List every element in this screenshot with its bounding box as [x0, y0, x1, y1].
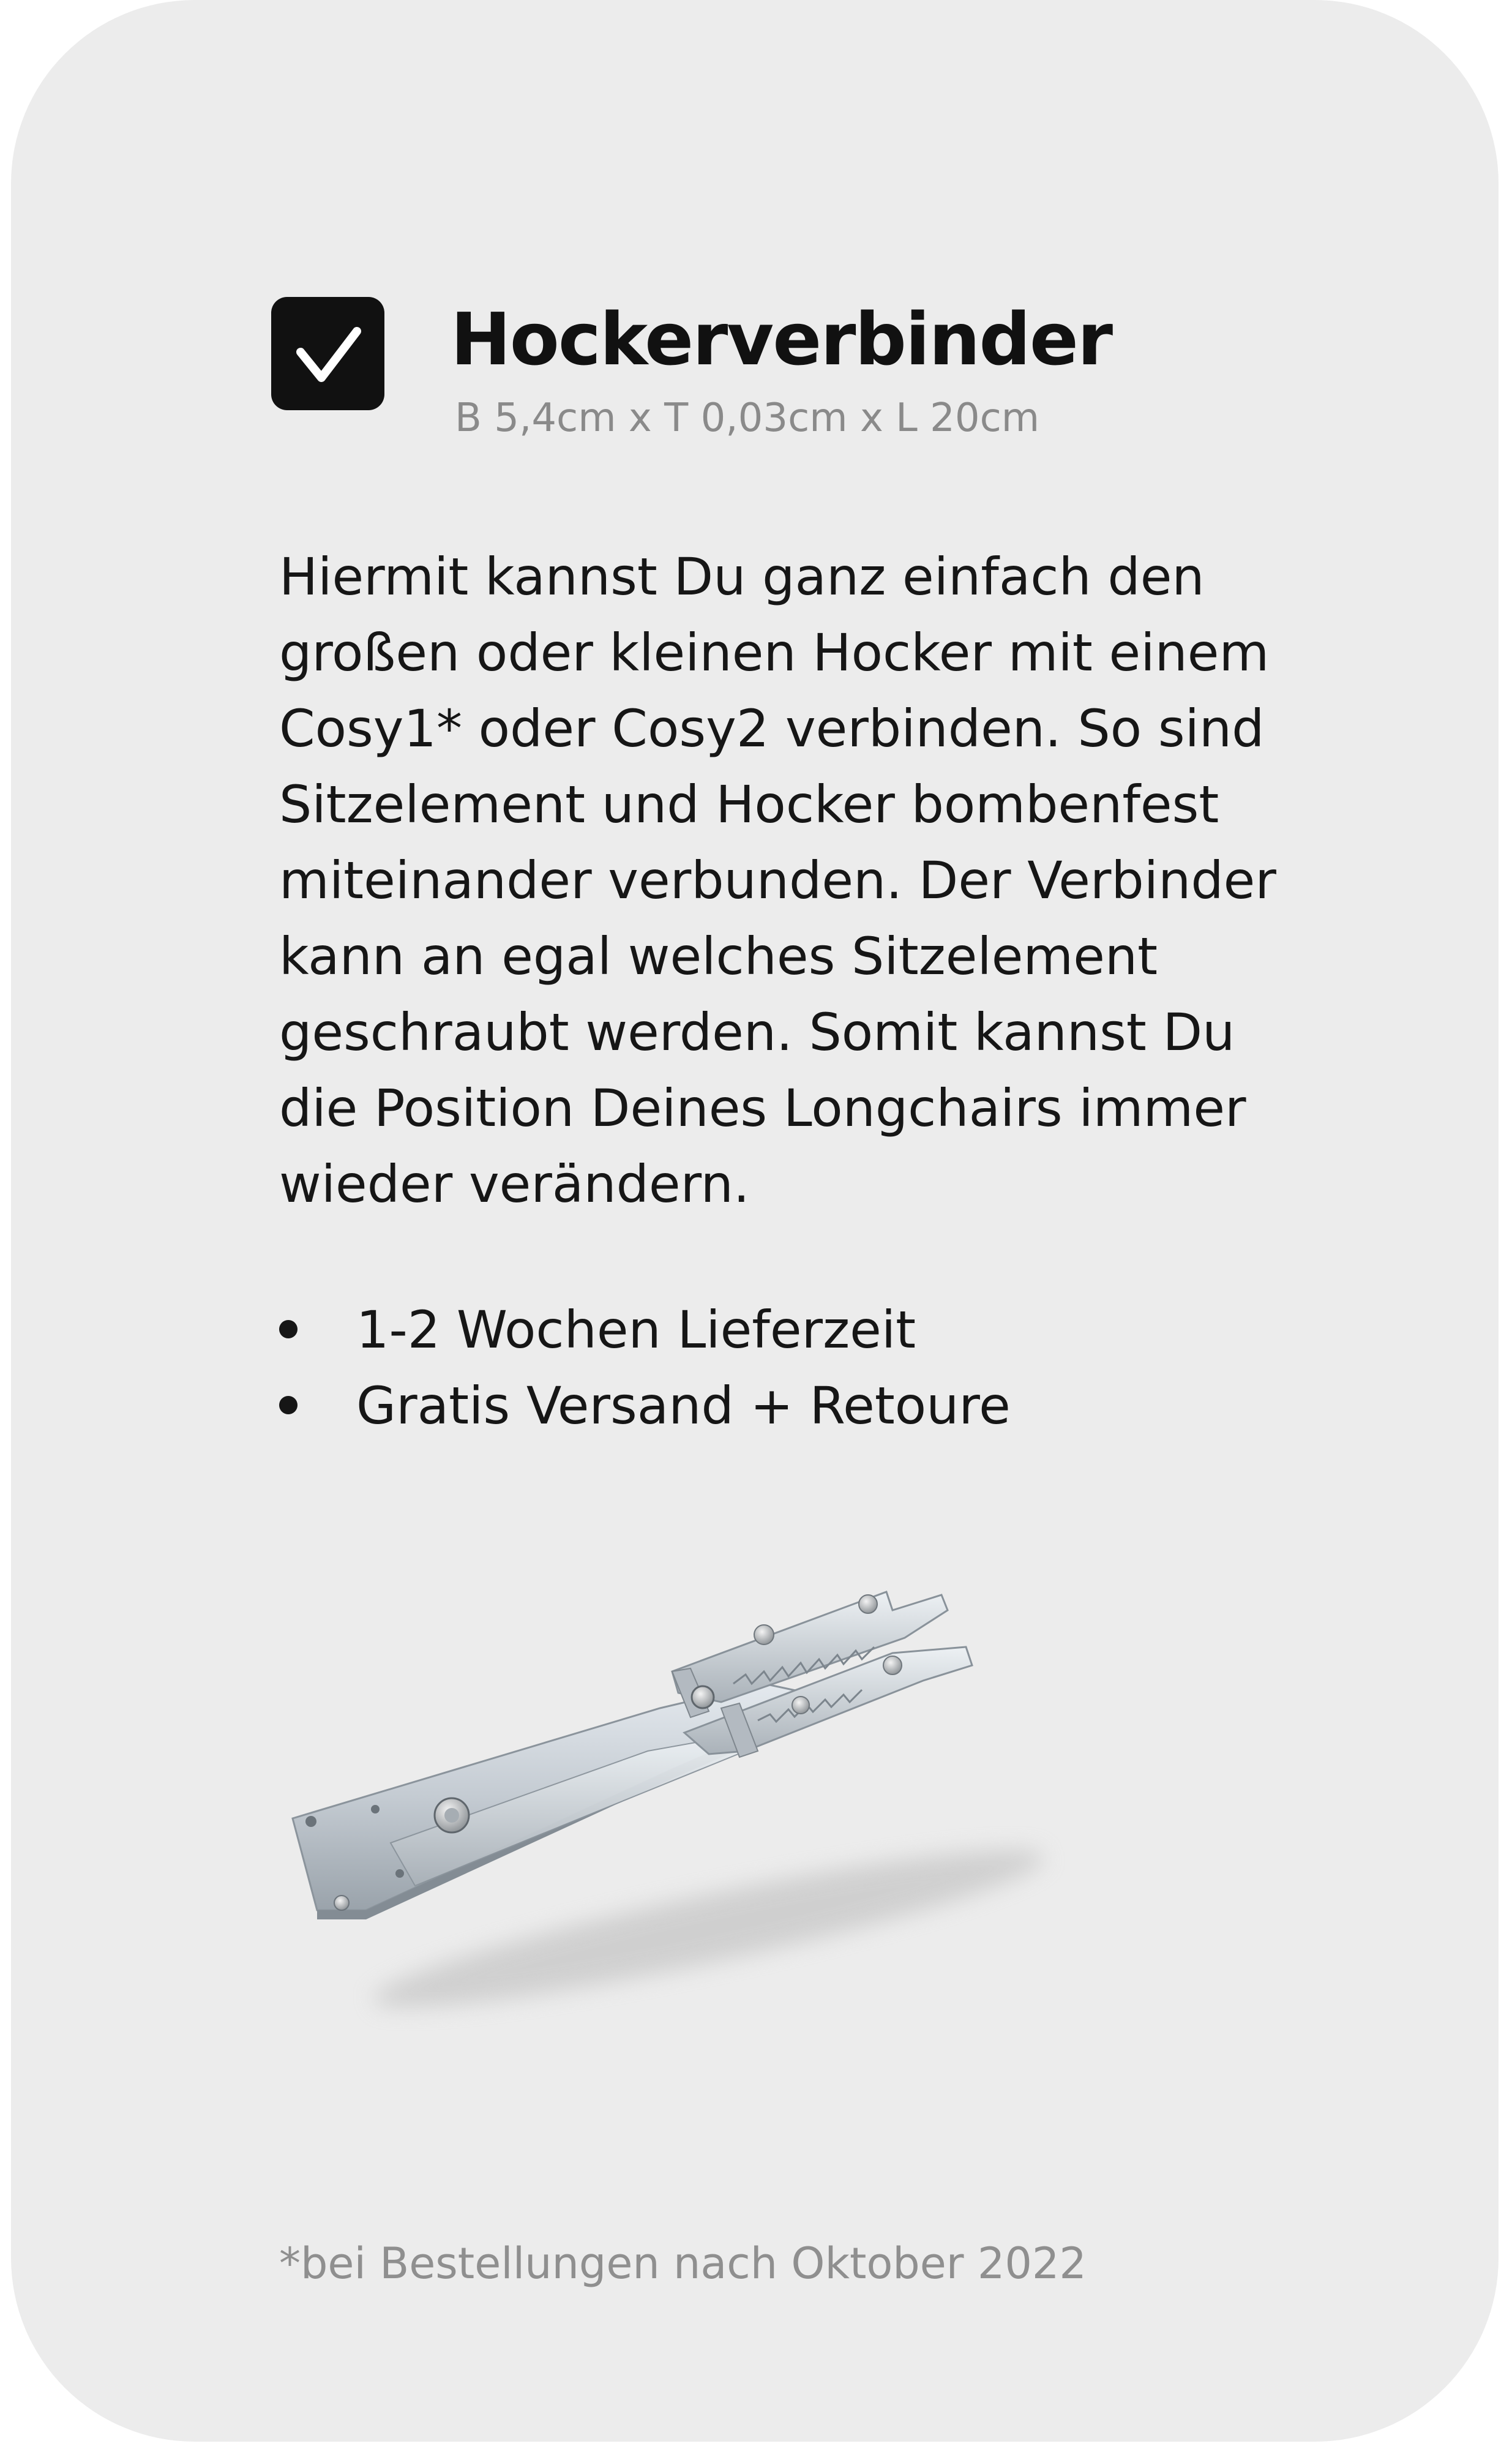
- checkmark-icon: [271, 297, 384, 410]
- feature-label: Gratis Versand + Retoure: [356, 1376, 1011, 1436]
- feature-item: [279, 1292, 1011, 1368]
- product-dimensions: B 5,4cm x T 0,03cm x L 20cm: [455, 396, 1040, 441]
- feature-item: [279, 1368, 1011, 1444]
- product-card: [11, 0, 1499, 2442]
- feature-list: [279, 1292, 1011, 1444]
- bullet-icon: [279, 1320, 298, 1338]
- footnote: *bei Bestellungen nach Oktober 2022: [279, 2238, 1087, 2289]
- product-image: [280, 1567, 1150, 2033]
- select-checkbox[interactable]: [271, 297, 384, 410]
- feature-label: 1-2 Wochen Lieferzeit: [356, 1300, 916, 1360]
- product-description: Hiermit kannst Du ganz einfach den großen oder kleinen Hocker mit einem Cosy1* oder Cosy2 verbinden. So sind Sitzelement und Hocker bombenfest miteinander verbunden. Der Verbinder kann an egal welches Sitzelement geschraubt werden. Somit kannst Du die Position Deines Longchairs immer wieder verändern.: [279, 547, 1276, 1214]
- bullet-icon: [279, 1396, 298, 1414]
- product-title: Hockerverbinder: [451, 297, 1112, 381]
